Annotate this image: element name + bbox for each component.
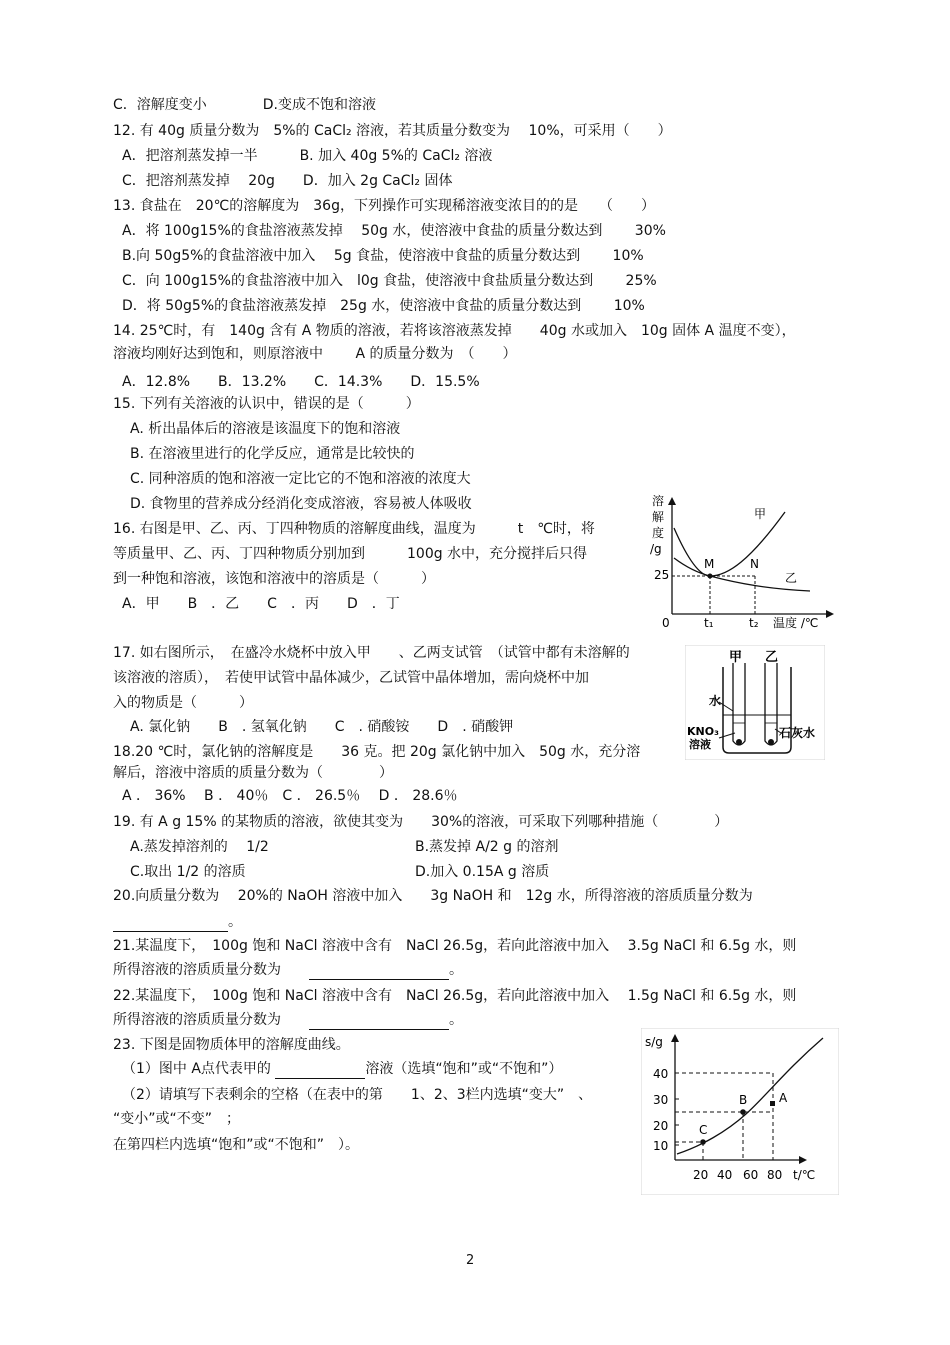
fig16-x-t1: t₁ bbox=[704, 616, 714, 630]
q17-stem: 17. 如右图所示， 在盛冷水烧杯中放入甲 、乙两支试管 （试管中都有未溶解的 bbox=[113, 645, 630, 661]
fig17-label-limewater: 石灰水 bbox=[779, 726, 816, 740]
q22-stem-2: 所得溶液的溶质质量分数为 bbox=[113, 1012, 281, 1028]
q16-stem-3: 到一种饱和溶液，该饱和溶液中的溶质是（ ） bbox=[113, 571, 435, 587]
q21-end-mark: 。 bbox=[449, 962, 463, 978]
fig23-ytick-20: 20 bbox=[653, 1119, 669, 1133]
fig16-y-arrow bbox=[668, 497, 676, 505]
fig16-x-t2: t₂ bbox=[749, 616, 759, 630]
q19-option-a: A.蒸发掉溶剂的 1/2 bbox=[130, 839, 269, 855]
q12-options-ab: A．把溶剂蒸发掉一半 B. 加入 40g 5%的 CaCl₂ 溶液 bbox=[122, 148, 493, 164]
fig17-water-pointer bbox=[719, 702, 733, 711]
q23-part1-blank[interactable] bbox=[275, 1060, 365, 1079]
q18-options: A ． 36% B ． 40％ C ． 26.5％ D ． 28.6％ bbox=[122, 788, 458, 804]
q13-option-b: B.向 50g5%的食盐溶液中加入 5g 食盐，使溶液中食盐的质量分数达到 10% bbox=[122, 248, 644, 264]
q22-answer-blank[interactable] bbox=[309, 1011, 449, 1030]
q15-option-c: C. 同种溶质的饱和溶液一定比它的不饱和溶液的浓度大 bbox=[130, 471, 471, 487]
q23-part1 bbox=[122, 1060, 562, 1079]
fig16-label-yi: 乙 bbox=[785, 571, 798, 585]
q17-beaker-figure bbox=[685, 645, 825, 760]
q20-stem: 20.向质量分数为 20%的 NaOH 溶液中加入 3g NaOH 和 12g 水，所得溶液的溶质质量分数为 bbox=[113, 888, 753, 904]
fig16-ylabel-3: 度 bbox=[652, 526, 665, 540]
fig16-point-m bbox=[708, 574, 713, 579]
q23-part2: （2）请填写下表剩余的空格（在表中的第 1、2、3栏内选填“变大” 、 bbox=[122, 1087, 593, 1103]
q21-answer-line bbox=[113, 961, 463, 980]
q17-stem-2: 该溶液的溶质）， 若使甲试管中晶体减少，乙试管中晶体增加，需向烧杯中加 bbox=[113, 670, 589, 686]
fig17-crystals-jia bbox=[736, 739, 742, 745]
q16-stem-2: 等质量甲、乙、丙、丁四种物质分别加到 100g 水中，充分搅拌后只得 bbox=[113, 546, 588, 562]
q14-options: A．12.8% B．13.2% C．14.3% D．15.5% bbox=[122, 374, 480, 390]
fig17-label-jia: 甲 bbox=[729, 650, 743, 665]
fig17-tube-yi bbox=[765, 663, 777, 745]
q11-options-cd: C．溶解度变小 D.变成不饱和溶液 bbox=[113, 97, 377, 113]
q15-option-d: D. 食物里的营养成分经消化变成溶液，容易被人体吸收 bbox=[130, 496, 472, 512]
fig23-label-a: A bbox=[779, 1091, 788, 1105]
q20-answer-line bbox=[113, 913, 242, 932]
q14-stem-2: 溶液均刚好达到饱和，则原溶液中 A 的质量分数为 （ ） bbox=[113, 346, 517, 362]
q22-end-mark: 。 bbox=[449, 1012, 463, 1028]
q23-solubility-figure bbox=[641, 1028, 839, 1195]
q13-option-c: C．向 100g15%的食盐溶液中加入 l0g 食盐，使溶液中食盐质量分数达到 25% bbox=[122, 273, 657, 289]
q18-stem: 18.20 ℃时，氯化钠的溶解度是 36 克。把 20g 氯化钠中加入 50g 水，充分溶 bbox=[113, 744, 641, 760]
fig23-ylabel: s/g bbox=[645, 1035, 663, 1049]
q21-stem-2: 所得溶液的溶质质量分数为 bbox=[113, 962, 281, 978]
fig16-origin: 0 bbox=[662, 616, 670, 630]
q23-part2-cont-2: 在第四栏内选填“饱和”或“不饱和” ）。 bbox=[113, 1137, 360, 1153]
q12-stem: 12. 有 40g 质量分数为 5%的 CaCl₂ 溶液，若其质量分数变为 10%，可采用（ ） bbox=[113, 123, 672, 139]
q23-part1-text: （1）图中 A点代表甲的 bbox=[122, 1061, 271, 1077]
q19-stem: 19. 有 A g 15% 的某物质的溶液，欲使其变为 30%的溶液，可采取下列哪种措施（ ） bbox=[113, 814, 729, 830]
fig16-xlabel: 温度 /℃ bbox=[773, 616, 819, 630]
fig23-xtick-80: 80 bbox=[767, 1168, 783, 1182]
fig23-label-c: C bbox=[699, 1123, 708, 1137]
q15-option-b: B. 在溶液里进行的化学反应，通常是比较快的 bbox=[130, 446, 415, 462]
q18-stem-2: 解后，溶液中溶质的质量分数为（ ） bbox=[113, 765, 393, 781]
fig16-label-n: N bbox=[750, 557, 759, 571]
fig23-ytick-30: 30 bbox=[653, 1093, 669, 1107]
fig23-y-arrow bbox=[671, 1034, 679, 1042]
q22-answer-line bbox=[113, 1011, 463, 1030]
fig23-xtick-20: 20 bbox=[693, 1168, 709, 1182]
fig23-point-b bbox=[740, 1109, 746, 1115]
fig16-label-m: M bbox=[704, 557, 715, 571]
fig23-label-b: B bbox=[739, 1093, 748, 1107]
fig16-y-value-25: 25 bbox=[654, 568, 670, 582]
q19-option-c: C.取出 1/2 的溶质 bbox=[130, 864, 246, 880]
fig23-ytick-40: 40 bbox=[653, 1067, 669, 1081]
fig23-ytick-10: 10 bbox=[653, 1139, 669, 1153]
q17-options: A. 氯化钠 B . 氢氧化钠 C . 硝酸铵 D . 硝酸钾 bbox=[130, 719, 514, 735]
q15-option-a: A. 析出晶体后的溶液是该温度下的饱和溶液 bbox=[130, 421, 401, 437]
q22-stem: 22.某温度下， 100g 饱和 NaCl 溶液中含有 NaCl 26.5g，若向此溶液中加入 1.5g NaCl 和 6.5g 水，则 bbox=[113, 988, 797, 1004]
fig23-point-c bbox=[700, 1139, 706, 1145]
q17-stem-3: 入的物质是（ ） bbox=[113, 695, 253, 711]
fig17-label-kno3: KNO₃ bbox=[687, 725, 719, 738]
page-number: 2 bbox=[466, 1253, 475, 1268]
fig16-curve-jia bbox=[674, 512, 785, 576]
fig16-label-jia: 甲 bbox=[754, 507, 767, 521]
fig23-x-arrow bbox=[799, 1156, 807, 1164]
q23-part2-cont: “变小”或“不变” ； bbox=[113, 1111, 241, 1127]
fig16-x-arrow bbox=[826, 610, 834, 618]
q13-stem: 13. 食盐在 20℃的溶解度为 36g，下列操作可实现稀溶液变浓目的的是 （ ） bbox=[113, 198, 655, 214]
fig17-label-solution: 溶液 bbox=[689, 738, 711, 751]
q23-part1-text-2: 溶液（选填“饱和”或“不饱和”） bbox=[365, 1061, 563, 1077]
q20-end-mark: 。 bbox=[228, 914, 242, 930]
q16-stem: 16. 右图是甲、乙、丙、丁四种物质的溶解度曲线，温度为 t ℃时，将 bbox=[113, 521, 595, 537]
q23-stem: 23. 下图是固物质体甲的溶解度曲线。 bbox=[113, 1037, 350, 1053]
fig23-point-a bbox=[770, 1101, 775, 1106]
fig17-label-water: 水 bbox=[709, 694, 722, 708]
q16-solubility-figure bbox=[640, 490, 840, 635]
q21-stem: 21.某温度下， 100g 饱和 NaCl 溶液中含有 NaCl 26.5g，若向此溶液中加入 3.5g NaCl 和 6.5g 水，则 bbox=[113, 938, 797, 954]
q19-option-d: D.加入 0.15A g 溶质 bbox=[415, 864, 550, 880]
q14-stem: 14. 25℃时，有 140g 含有 A 物质的溶液，若将该溶液蒸发掉 40g 水或加入 10g 固体 A 温度不变）， bbox=[113, 323, 796, 339]
q13-option-a: A．将 100g15%的食盐溶液蒸发掉 50g 水，使溶液中食盐的质量分数达到 30% bbox=[122, 223, 666, 239]
fig23-xtick-60: 60 bbox=[743, 1168, 759, 1182]
fig16-ylabel-2: 解 bbox=[652, 510, 665, 524]
q12-options-cd: C．把溶剂蒸发掉 20g D．加入 2g CaCl₂ 固体 bbox=[122, 173, 453, 189]
fig17-label-yi: 乙 bbox=[765, 650, 779, 665]
q20-answer-blank[interactable] bbox=[113, 913, 228, 932]
q21-answer-blank[interactable] bbox=[309, 961, 449, 980]
q13-option-d: D．将 50g5%的食盐溶液蒸发掉 25g 水，使溶液中食盐的质量分数达到 10% bbox=[122, 298, 645, 314]
q19-option-b: B.蒸发掉 A/2 g 的溶剂 bbox=[415, 839, 559, 855]
fig23-xlabel: t/℃ bbox=[793, 1168, 816, 1182]
fig23-xtick-40: 40 bbox=[717, 1168, 733, 1182]
fig17-crystals-yi bbox=[768, 739, 774, 745]
fig16-ylabel-4: /g bbox=[650, 542, 662, 556]
q16-options: A．甲 B ．乙 C ．丙 D ．丁 bbox=[122, 596, 400, 612]
q15-stem: 15. 下列有关溶液的认识中，错误的是（ ） bbox=[113, 396, 420, 412]
fig16-ylabel-1: 溶 bbox=[652, 494, 665, 508]
